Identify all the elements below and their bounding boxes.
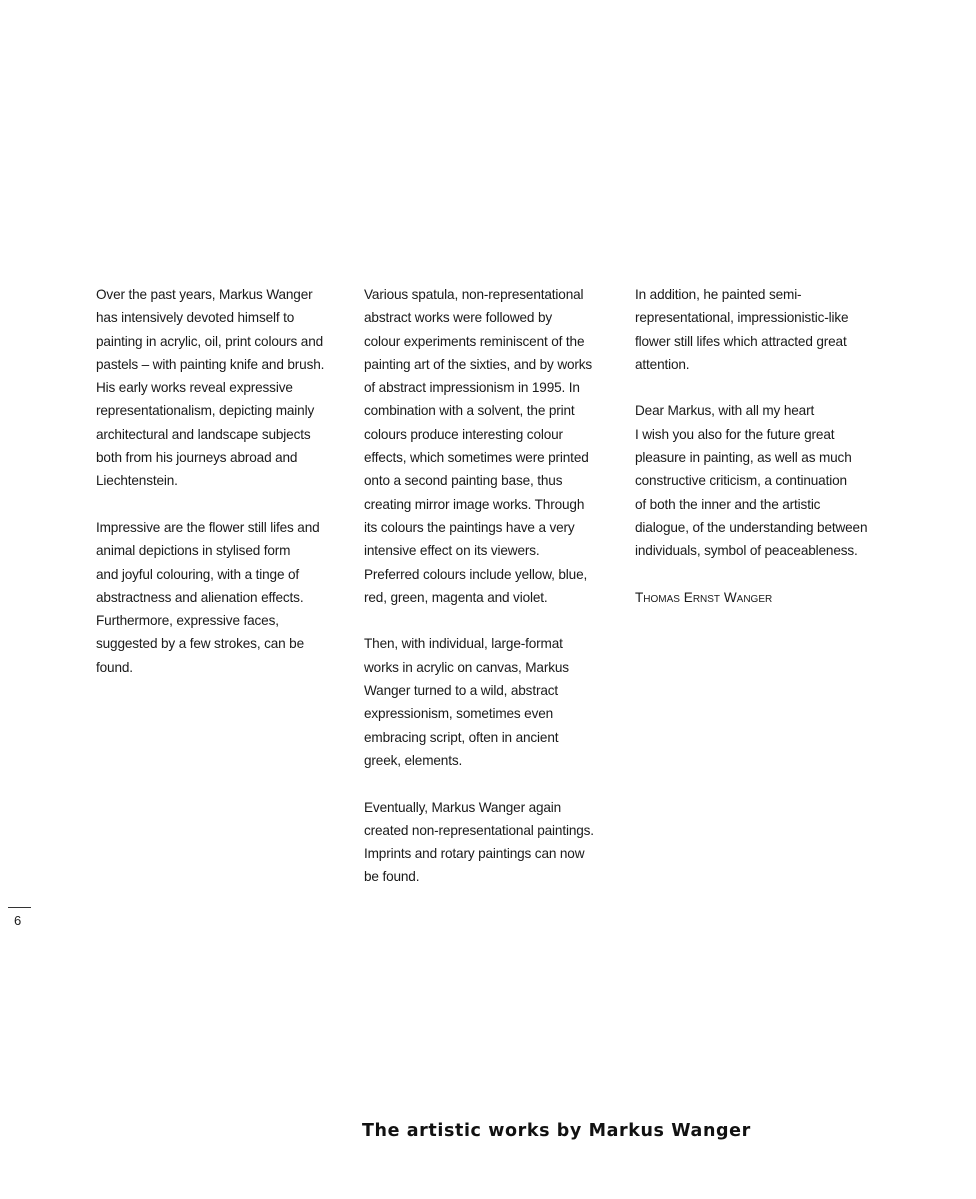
paragraph: Eventually, Markus Wanger again created non-representational paintings. Imprints and rotary paintings can now be found.	[364, 799, 594, 885]
paragraph: Dear Markus, with all my heart I wish you also for the future great pleasure in painting, as well as much constructive criticism, a continuation of both the inner and the artistic dialogue, of the understanding between individuals, symbol of peaceableness.	[635, 403, 868, 559]
page-number-rule	[8, 907, 31, 908]
paragraph: Then, with individual, large-format works in acrylic on canvas, Markus Wanger turned to a wild, abstract expressionism, sometimes even embracing script, often in ancient greek, elements.	[364, 636, 569, 768]
text-column-middle	[364, 283, 604, 912]
footer-title: The artistic works by Markus Wanger	[362, 1121, 751, 1141]
paragraph: Various spatula, non-representational abstract works were followed by colour experiments reminiscent of the painting art of the sixties, and by works of abstract impressionism in 1995. In combination with a solvent, the print colours produce interesting colour effects, which sometimes were printed onto a second painting base, thus creating mirror image works. Through its colours the paintings have a very intensive effect on its viewers. Preferred colours include yellow, blue, red, green, magenta and violet.	[364, 287, 593, 605]
paragraph: Over the past years, Markus Wanger has intensively devoted himself to painting in acrylic, oil, print colours and pastels – with painting knife and brush. His early works reveal expressive representationalism, depicting mainly architectural and landscape subjects both from his journeys abroad and Liechtenstein.	[96, 287, 325, 489]
paragraph: In addition, he painted semi- representational, impressionistic-like flower still lifes which attracted great attention.	[635, 287, 849, 372]
paragraph: Impressive are the flower still lifes and animal depictions in stylised form and joyful colouring, with a tinge of abstractness and alienation effects. Furthermore, expressive faces, suggested by a few strokes, can be found.	[96, 519, 320, 675]
text-column-right	[635, 283, 875, 632]
author-signature: Thomas Ernst Wanger	[635, 589, 773, 605]
text-column-left	[96, 283, 336, 702]
page-number: 6	[14, 913, 22, 928]
